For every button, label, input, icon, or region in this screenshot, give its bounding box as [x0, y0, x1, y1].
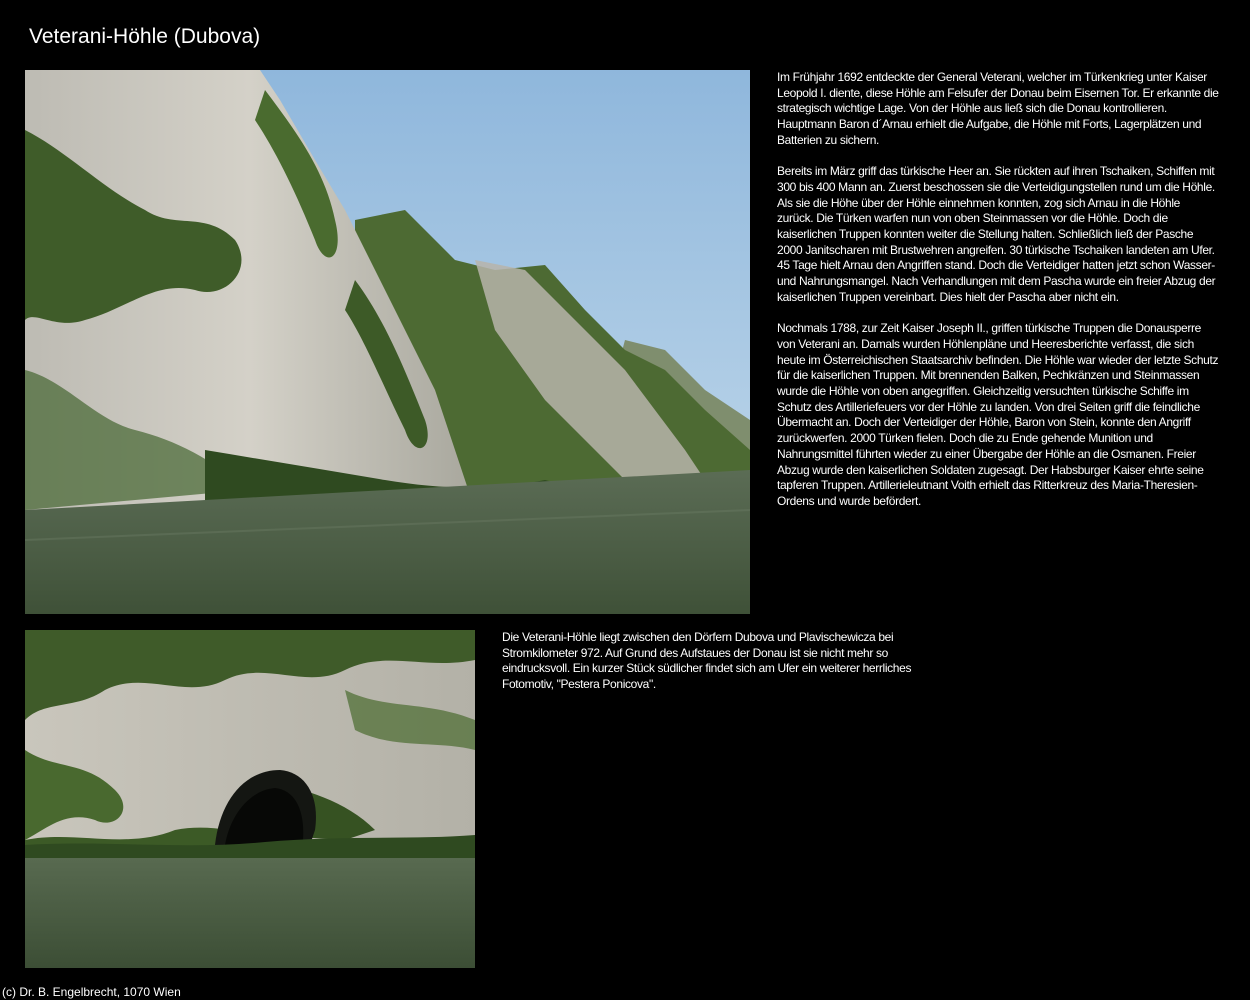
history-text	[777, 70, 1219, 525]
page-title: Veterani-Höhle (Dubova)	[29, 25, 261, 48]
location-paragraph: Die Veterani-Höhle liegt zwischen den Dörfern Dubova und Plavischewicza bei Stromkilometer 972. Auf Grund des Aufstaues der Donau ist sie nicht mehr so eindrucksvoll. Ein kurzer Stück südlicher findet sich am Ufer ein weiterer herrliches Fotomotiv, "Pestera Ponicova".	[502, 630, 912, 692]
location-text	[502, 630, 932, 709]
history-paragraph-3: Nochmals 1788, zur Zeit Kaiser Joseph II., griffen türkische Truppen die Donausperre von Veterani an. Damals wurden Höhlenpläne und Heeresberichte verfasst, die sich heute im Österreichischen Staatsarchiv befinden. Die Höhle war wieder der letzte Schutz für die kaiserlichen Truppen. Mit brennenden Balken, Pechkränzen und Steinmassen wurde die Höhle von oben angegriffen. Gleichzeitig versuchten türkische Schiffe im Schutz des Artilleriefeuers vor der Höhle zu landen. Von drei Seiten griff die feindliche Übermacht an. Doch der Verteidiger der Höhle, Baron von Stein, konnte den Angriff zurückwerfen. 2000 Türken fielen. Doch die zu Ende gehende Munition und Nahrungsmittel führten wieder zu einer Übergabe der Höhle an die Osmanen. Freier Abzug wurde den kaiserlichen Soldaten zugesagt. Der Habsburger Kaiser ehrte seine tapferen Truppen. Artillerieleutnant Voith erhielt das Ritterkreuz des Maria-Theresien-Ordens und wurde befördert.	[777, 321, 1219, 508]
copyright-footer: (c) Dr. B. Engelbrecht, 1070 Wien	[2, 985, 181, 999]
history-paragraph-2: Bereits im März griff das türkische Heer an. Sie rückten auf ihren Tschaiken, Schiffen mit 300 bis 400 Mann an. Zuerst beschossen sie die Verteidigungstellen rund um die Höhle. Als sie die Höhe über der Höhle einnehmen konnten, zog sich Arnau in die Höhle zurück. Die Türken warfen nun von oben Steinmassen vor die Höhle. Doch die kaiserlichen Truppen konnten weiter die Stellung halten. Schließlich ließ der Pasche 2000 Janitscharen mit Brustwehren angreifen. 30 türkische Tschaiken landeten am Ufer. 45 Tage hielt Arnau den Angriffen stand. Doch die Verteidiger hatten jetzt schon Wasser- und Nahrungsmangel. Nach Verhandlungen mit dem Pascha wurde ein freier Abzug der kaiserlichen Truppen vereinbart. Dies hielt der Pascha aber nicht ein.	[777, 164, 1216, 304]
gorge-photo	[25, 70, 750, 614]
history-paragraph-1: Im Frühjahr 1692 entdeckte der General Veterani, welcher im Türkenkrieg unter Kaiser Leopold I. diente, diese Höhle am Felsufer der Donau beim Eisernen Tor. Er erkannte die strategisch wichtige Lage. Von der Höhle aus ließ sich die Donau kontrollieren. Hauptmann Baron d´Arnau erhielt die Aufgabe, die Höhle mit Forts, Lagerplätzen und Batterien zu sichern.	[777, 70, 1219, 147]
cave-photo	[25, 630, 475, 968]
